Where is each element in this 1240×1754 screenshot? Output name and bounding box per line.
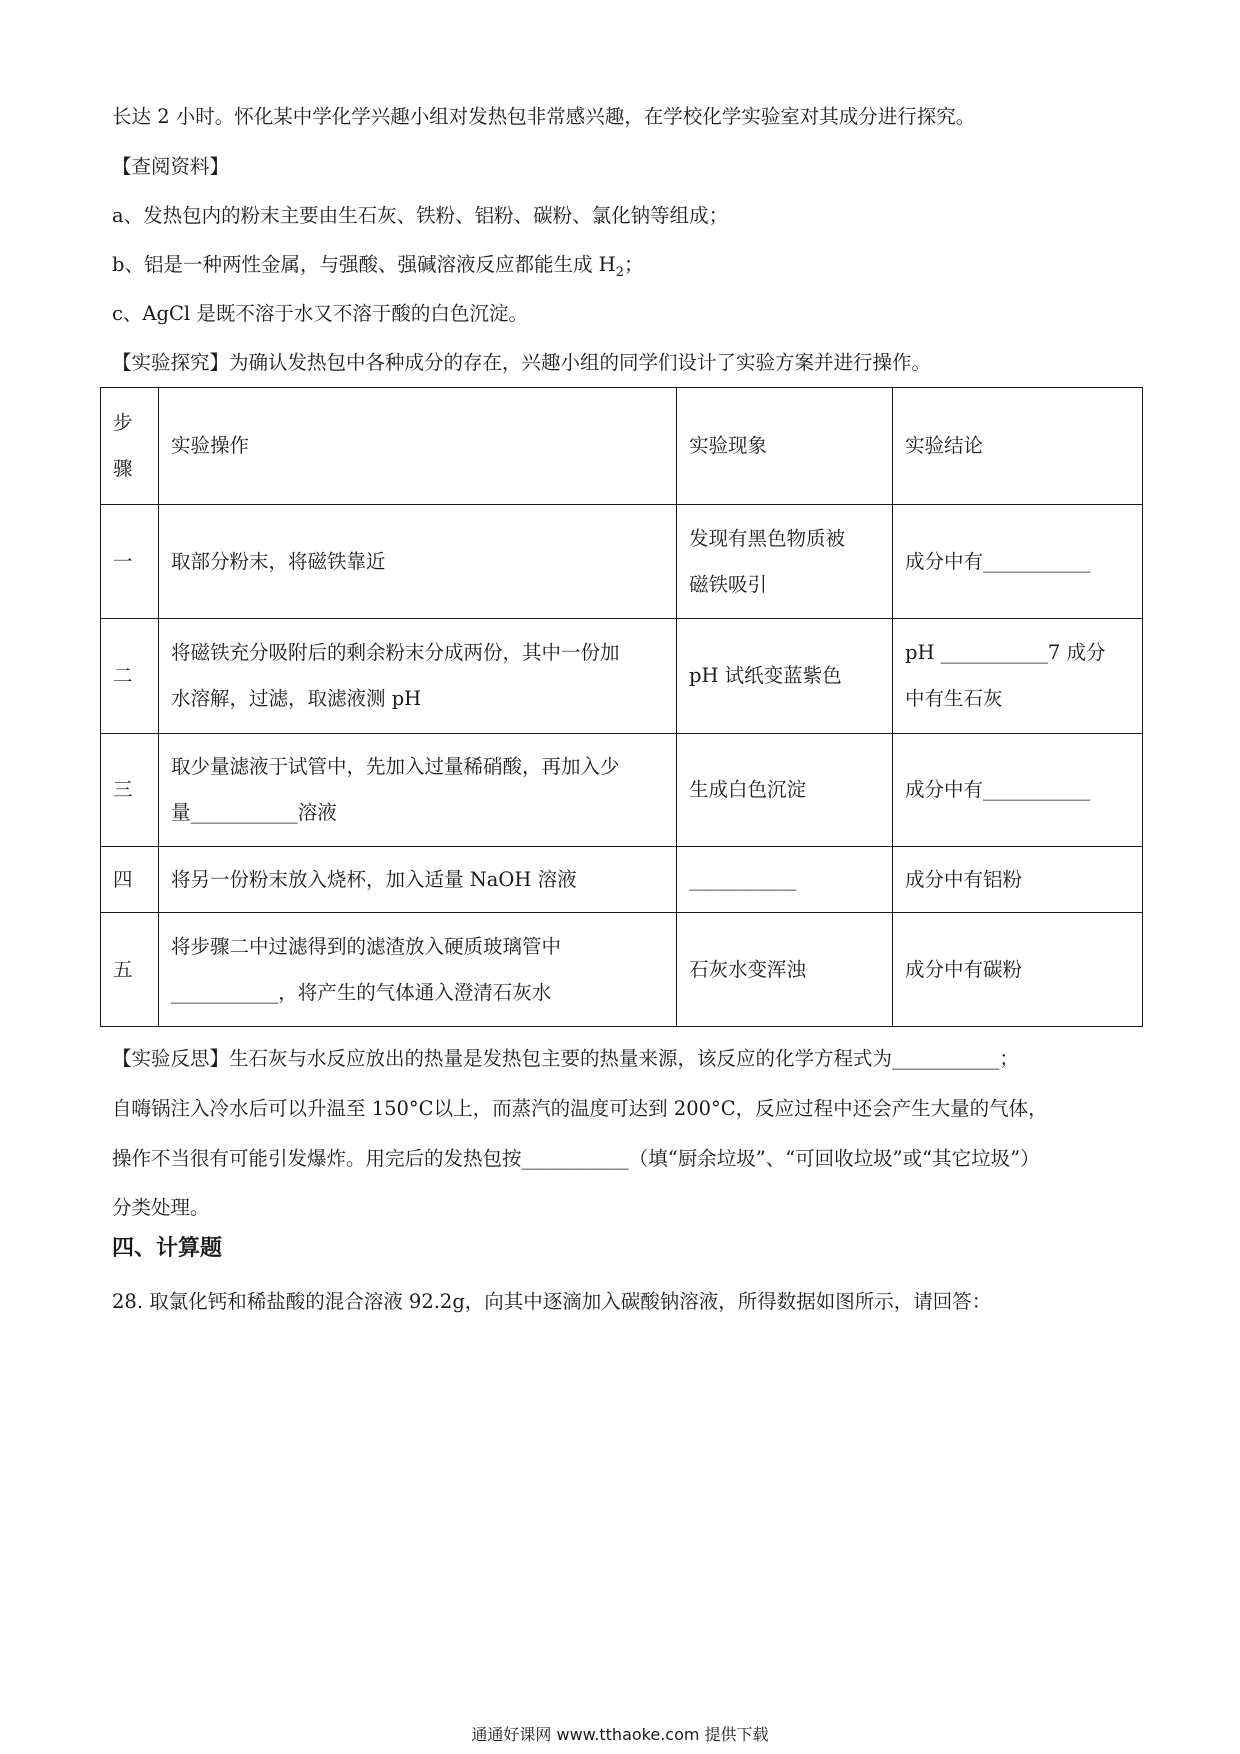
step-cell: 五 [101,913,159,1027]
header-phenomenon: 实验现象 [677,388,893,505]
operation-line: 量___________溶液 [171,801,337,824]
phenomenon-line: pH 试纸变蓝紫色 [689,664,842,687]
table-row [101,847,1143,913]
reflection-line-1: 【实验反思】生石灰与水反应放出的热量是发热包主要的热量来源，该反应的化学方程式为___________； [112,1047,1019,1070]
step-cell: 三 [101,734,159,847]
section-title: 四、计算题 [112,1236,223,1261]
phenomenon-line: 磁铁吸引 [689,572,768,596]
operation-cell [159,734,677,847]
conclusion-cell [893,913,1143,1027]
reflection-line-4: 分类处理。 [112,1196,210,1219]
step-cell: 二 [101,619,159,734]
header-step-line2: 骤 [113,457,133,480]
header-operation: 实验操作 [159,388,677,505]
question-28: 28. 取氯化钙和稀盐酸的混合溶液 92.2g，向其中逐滴加入碳酸钠溶液，所得数据如图所示，请回答： [112,1290,992,1313]
operation-line: 将另一份粉末放入烧杯，加入适量 NaOH 溶液 [171,867,577,891]
reference-title: 【查阅资料】 [112,155,230,178]
operation-line: 取少量滤液于试管中，先加入过量稀硝酸，再加入少 [171,755,620,778]
conclusion-line: 成分中有铝粉 [905,867,1023,891]
table-row [101,505,1143,619]
operation-line: ___________，将产生的气体通入澄清石灰水 [171,980,552,1004]
phenomenon-cell [677,505,893,619]
reference-item-b-end: ； [623,253,644,276]
conclusion-cell [893,619,1143,734]
operation-line: 水溶解，过滤，取滤液测 pH [171,687,422,710]
conclusion-cell [893,847,1143,913]
operation-line: 将步骤二中过滤得到的滤渣放入硬质玻璃管中 [171,934,562,958]
operation-cell [159,619,677,734]
explore-paragraph: 【实验探究】为确认发热包中各种成分的存在，兴趣小组的同学们设计了实验方案并进行操作。 [112,351,932,374]
phenomenon-line: ___________ [689,867,797,891]
operation-line: 取部分粉末，将磁铁靠近 [171,549,386,573]
page-footer: 通通好课网 www.tthaoke.com 提供下载 [471,1725,769,1744]
conclusion-cell [893,734,1143,847]
step-cell: 一 [101,505,159,619]
phenomenon-cell [677,913,893,1027]
phenomenon-line: 发现有黑色物质被 [689,526,846,550]
reflection-line-3: 操作不当很有可能引发爆炸。用完后的发热包按___________（填“厨余垃圾”、“可回收垃圾”或“其它垃圾”） [112,1147,1040,1170]
experiment-table [100,387,1143,1027]
table-row [101,734,1143,847]
conclusion-cell [893,505,1143,619]
subscript: 2 [615,265,624,280]
reflection-line-2: 自嗨锅注入冷水后可以升温至 150°C以上，而蒸汽的温度可达到 200°C，反应过程中还会产生大量的气体， [112,1097,1048,1120]
operation-cell [159,847,677,913]
phenomenon-cell [677,619,893,734]
table-header-row [101,388,1143,505]
operation-line: 将磁铁充分吸附后的剩余粉末分成两份，其中一份加 [171,641,620,664]
phenomenon-line: 石灰水变浑浊 [689,957,807,981]
phenomenon-cell [677,847,893,913]
conclusion-line: 中有生石灰 [905,687,1003,710]
reference-item-c: c、AgCl 是既不溶于水又不溶于酸的白色沉淀。 [112,302,528,325]
operation-cell [159,505,677,619]
conclusion-line: 成分中有___________ [905,778,1091,801]
reference-item-a: a、发热包内的粉末主要由生石灰、铁粉、铝粉、碳粉、氯化钠等组成； [112,204,729,227]
reference-item-b [112,250,1140,288]
reference-item-b-text: b、铝是一种两性金属，与强酸、强碱溶液反应都能生成 H [112,253,616,276]
header-step-line1: 步 [113,411,133,434]
table-row [101,913,1143,1027]
phenomenon-line: 生成白色沉淀 [689,778,807,801]
conclusion-line: pH ___________7 成分 [905,641,1106,664]
step-cell: 四 [101,847,159,913]
conclusion-line: 成分中有___________ [905,549,1091,573]
header-conclusion: 实验结论 [893,388,1143,505]
operation-cell [159,913,677,1027]
header-step [101,388,159,505]
table-row [101,619,1143,734]
phenomenon-cell [677,734,893,847]
intro-paragraph: 长达 2 小时。怀化某中学化学兴趣小组对发热包非常感兴趣，在学校化学实验室对其成分进行探究。 [112,105,976,128]
conclusion-line: 成分中有碳粉 [905,957,1023,981]
